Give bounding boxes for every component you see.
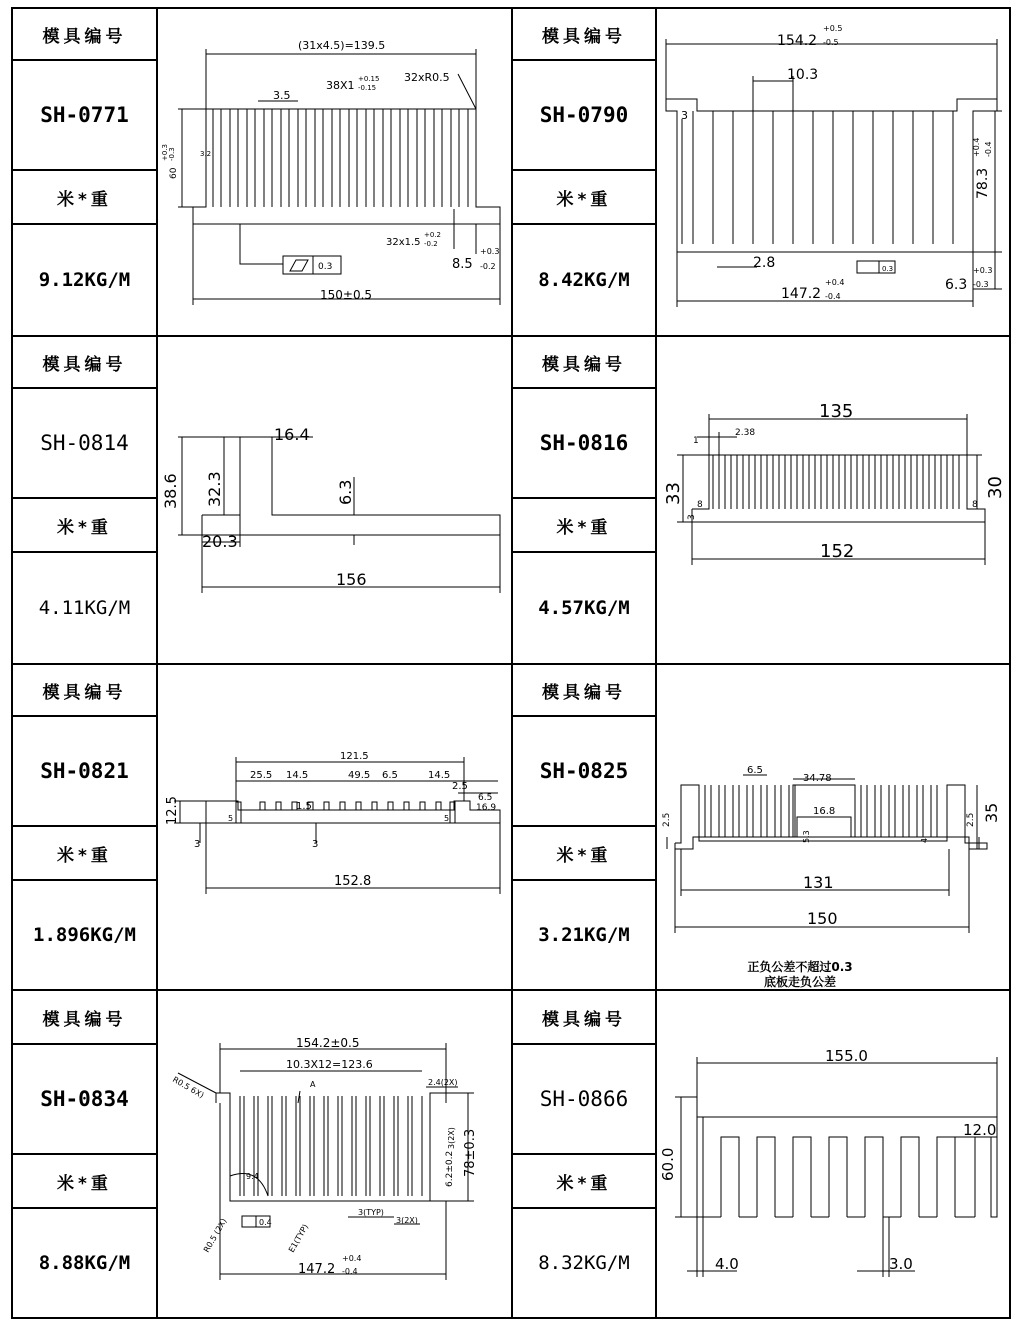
dimension-label: 33	[663, 482, 684, 505]
mold-number-label: 模具编号	[542, 682, 626, 703]
mold-number-label: 模具编号	[42, 682, 127, 703]
dimension-label: 20.3	[202, 532, 238, 551]
weight-value: 8.88KG/M	[38, 1252, 131, 1274]
profile-drawing-sh-0821	[158, 665, 511, 989]
dimension-label: 147.2	[298, 1262, 336, 1277]
mold-number-label: 模具编号	[42, 1009, 127, 1030]
tolerance-note	[700, 960, 900, 990]
dimension-label: +0.3	[480, 247, 500, 256]
dimension-label: -0.2	[480, 262, 496, 271]
dimension-label: 38.6	[161, 473, 180, 509]
dimension-label: 14.5	[428, 770, 451, 781]
dimension-label: 5	[444, 814, 450, 823]
dimension-label: 8	[972, 500, 978, 510]
dimension-label: 3(TYP)	[358, 1208, 384, 1217]
weight-per-meter-label: 米*重	[556, 189, 612, 210]
dimension-label: +0.4	[825, 278, 845, 287]
mold-code: SH-0771	[40, 103, 129, 127]
dimension-label: -0.15	[358, 84, 377, 92]
dimension-label: A	[310, 1080, 316, 1089]
weight-per-meter-label: 米*重	[57, 189, 112, 210]
dimension-label: 8	[697, 500, 703, 510]
dimension-label: (31x4.5)=139.5	[298, 39, 386, 52]
dimension-label: 16.4	[274, 425, 310, 444]
dimension-label: 2.5	[452, 781, 468, 792]
dimension-label: 10.3X12=123.6	[286, 1058, 373, 1071]
dimension-label: 1	[693, 436, 699, 446]
dimension-label: 2.5	[662, 812, 672, 827]
dimension-label: 6.3	[945, 277, 968, 293]
dimension-label: 135	[819, 401, 854, 422]
weight-per-meter-label: 米*重	[556, 845, 612, 866]
dimension-label: 121.5	[340, 751, 369, 762]
dimension-label: 5.3	[802, 830, 811, 843]
dimension-label: +0.2	[424, 231, 441, 239]
mold-number-label: 模具编号	[542, 354, 626, 375]
mold-code: SH-0834	[40, 1087, 129, 1111]
profile-drawing-sh-0814	[158, 337, 511, 663]
dimension-label: 16.8	[813, 806, 836, 817]
dimension-label: -0.5	[823, 38, 839, 47]
dimension-label: -0.4	[825, 292, 841, 301]
dimension-label: 3	[194, 839, 201, 850]
dimension-label: 0.3	[882, 265, 894, 273]
dimension-label: 3	[312, 839, 319, 850]
weight-value: 8.32KG/M	[538, 1252, 630, 1274]
dimension-label: 25.5	[250, 770, 273, 781]
mold-number-label: 模具编号	[542, 1009, 626, 1030]
dimension-label: +0.4	[342, 1254, 362, 1263]
dimension-label: 2.38	[735, 428, 756, 438]
mold-code: SH-0866	[539, 1087, 629, 1111]
dimension-label: 1.5	[296, 801, 312, 812]
dimension-label: 32xR0.5	[404, 71, 450, 84]
dimension-label: -0.4	[342, 1267, 358, 1276]
dimension-label: 3.0	[889, 1255, 913, 1273]
dimension-label: 3.2	[200, 150, 212, 158]
dimension-label: E1(TYP)	[286, 1222, 311, 1254]
dimension-label: 6.2±0.2	[445, 1150, 455, 1187]
dimension-label: 14.5	[286, 770, 309, 781]
dimension-label: 150	[807, 909, 838, 928]
dimension-label: 150±0.5	[320, 288, 373, 302]
mold-code: SH-0821	[40, 759, 129, 783]
dimension-label: 12.5	[165, 796, 180, 825]
dimension-label: 60	[169, 167, 179, 179]
profile-drawing-sh-0834	[158, 991, 511, 1317]
dimension-label: -0.3	[168, 147, 176, 161]
dimension-label: 78.3	[975, 167, 991, 199]
dimension-label: 78±0.3	[463, 1128, 478, 1177]
weight-value: 9.12KG/M	[38, 269, 131, 291]
dimension-label: 10.3	[787, 67, 819, 83]
dimension-label: 12.0	[963, 1121, 997, 1139]
dimension-label: 3	[687, 514, 697, 520]
weight-per-meter-label: 米*重	[556, 1173, 612, 1194]
profile-drawing-sh-0771	[158, 9, 511, 335]
weight-per-meter-label: 米*重	[556, 517, 612, 538]
dimension-label: 2.5	[966, 812, 976, 827]
dimension-label: 131	[803, 873, 834, 892]
dimension-label: 8.5	[452, 257, 473, 272]
dimension-label: 154.2	[777, 33, 818, 49]
dimension-label: 3.5	[273, 89, 291, 102]
dimension-label: 9.4	[246, 1172, 259, 1181]
profile-drawing-sh-0866	[657, 991, 1009, 1317]
profile-drawing-sh-0825	[657, 665, 1009, 989]
dimension-label: 152.8	[334, 874, 372, 889]
dimension-label: +0.3	[973, 266, 993, 275]
dimension-label: R0.5 6X)	[171, 1074, 206, 1100]
dimension-label: 3	[681, 109, 688, 122]
weight-value: 3.21KG/M	[538, 924, 630, 946]
dimension-label: 34.78	[803, 773, 832, 784]
dimension-label: 6.5	[382, 770, 398, 781]
dimension-label: 156	[336, 570, 367, 589]
weight-value: 1.896KG/M	[33, 924, 136, 946]
dimension-label: 3(2X)	[447, 1127, 456, 1149]
dimension-label: R0.5 (2X)	[201, 1216, 229, 1254]
dimension-label: +0.15	[358, 75, 380, 83]
dimension-label: 2.8	[753, 255, 776, 271]
mold-code: SH-0825	[539, 759, 629, 783]
dimension-label: 6.5	[478, 793, 493, 803]
dimension-label: 0.4	[259, 1218, 272, 1227]
dimension-label: 5	[228, 814, 234, 823]
dimension-label: 154.2±0.5	[296, 1036, 360, 1050]
dimension-label: 6.5	[747, 765, 763, 776]
mold-code: SH-0816	[539, 431, 629, 455]
weight-per-meter-label: 米*重	[57, 1173, 112, 1194]
weight-value: 4.57KG/M	[538, 597, 630, 619]
dimension-label: 3(2X)	[396, 1216, 418, 1225]
dimension-label: 2.4(2X)	[428, 1078, 458, 1087]
mold-code: SH-0790	[539, 103, 629, 127]
dimension-label: -0.4	[984, 141, 993, 157]
dimension-label: +0.5	[823, 24, 843, 33]
dimension-label: +0.4	[972, 137, 981, 157]
dimension-label: 30	[985, 476, 1006, 499]
dimension-label: 32x1.5	[386, 237, 421, 248]
weight-per-meter-label: 米*重	[57, 517, 112, 538]
dimension-label: 152	[820, 541, 855, 562]
mold-number-label: 模具编号	[542, 26, 626, 47]
dimension-label: 4	[920, 837, 929, 843]
dimension-label: +0.3	[161, 144, 169, 161]
dimension-label: 38X1	[326, 79, 355, 92]
dimension-label: 147.2	[781, 286, 822, 302]
dimension-label: 4.0	[715, 1255, 739, 1273]
mold-number-label: 模具编号	[42, 26, 127, 47]
profile-drawing-sh-0790	[657, 9, 1009, 335]
dimension-label: 155.0	[825, 1047, 868, 1065]
tolerance-note-line: 底板走负公差	[763, 975, 836, 989]
dimension-label: -0.2	[424, 240, 438, 248]
mold-number-label: 模具编号	[42, 354, 127, 375]
dimension-label: 60.0	[659, 1147, 677, 1181]
weight-value: 8.42KG/M	[538, 269, 630, 291]
dimension-label: 32.3	[205, 471, 224, 507]
dimension-label: 0.3	[318, 262, 333, 272]
tolerance-note-line: 正负公差不超过0.3	[747, 960, 853, 974]
weight-value: 4.11KG/M	[38, 597, 131, 619]
weight-per-meter-label: 米*重	[57, 845, 112, 866]
dimension-label: -0.3	[973, 280, 989, 289]
dimension-label: 35	[982, 802, 1001, 823]
dimension-label: 49.5	[348, 770, 371, 781]
dimension-label: 6.3	[336, 479, 355, 505]
mold-code: SH-0814	[40, 431, 129, 455]
dimension-label: 16.9	[476, 803, 497, 813]
profile-drawing-sh-0816	[657, 337, 1009, 663]
